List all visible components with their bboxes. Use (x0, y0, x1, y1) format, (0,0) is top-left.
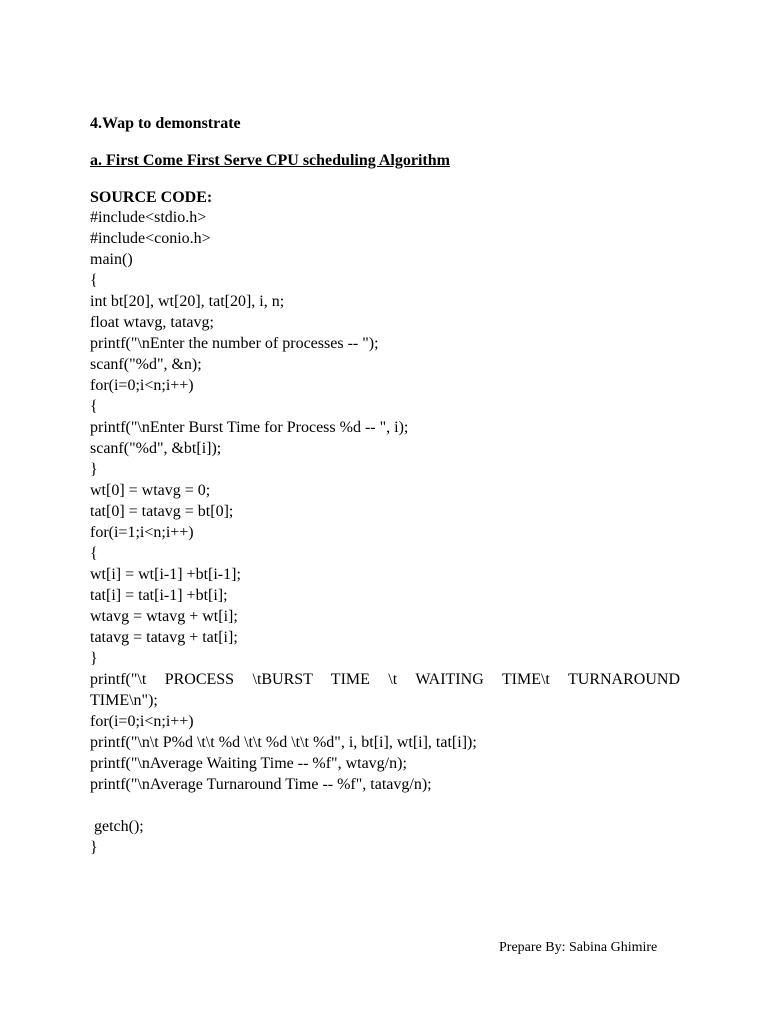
author-footer: Prepare By: Sabina Ghimire (499, 940, 658, 955)
code-line: scanf("%d", &bt[i]); (90, 440, 222, 457)
code-line: { (90, 545, 98, 562)
code-line: { (90, 398, 98, 415)
code-line: tat[i] = tat[i-1] +bt[i]; (90, 587, 228, 604)
code-line: for(i=0;i<n;i++) (90, 713, 194, 730)
code-line: for(i=0;i<n;i++) (90, 377, 194, 394)
code-line: scanf("%d", &n); (90, 356, 202, 373)
code-line: printf("\nAverage Waiting Time -- %f", wtavg/n); (90, 755, 407, 772)
document-subtitle: a. First Come First Serve CPU scheduling Algorithm (90, 152, 450, 169)
document-title: 4.Wap to demonstrate (90, 115, 241, 132)
code-line: main() (90, 251, 133, 268)
code-line: #include<stdio.h> (90, 209, 207, 226)
code-line: printf("\nEnter the number of processes -- "); (90, 335, 379, 352)
code-line: tat[0] = tatavg = bt[0]; (90, 503, 234, 520)
code-line: } (90, 650, 98, 667)
code-line: TIME\n"); (90, 692, 158, 709)
code-line: wt[i] = wt[i-1] +bt[i-1]; (90, 566, 241, 583)
code-line: wtavg = wtavg + wt[i]; (90, 608, 238, 625)
code-line: printf("\nAverage Turnaround Time -- %f", tatavg/n); (90, 776, 432, 793)
code-line: #include<conio.h> (90, 230, 211, 247)
code-line: getch(); (90, 818, 144, 835)
source-code-label: SOURCE CODE: (90, 189, 213, 206)
code-line: } (90, 839, 98, 856)
code-line (90, 795, 680, 816)
code-line: float wtavg, tatavg; (90, 314, 214, 331)
code-line: wt[0] = wtavg = 0; (90, 482, 211, 499)
code-line: { (90, 272, 98, 289)
code-line: tatavg = tatavg + tat[i]; (90, 629, 238, 646)
code-line: printf("\n\t P%d \t\t %d \t\t %d \t\t %d", i, bt[i], wt[i], tat[i]); (90, 734, 477, 751)
code-line: printf("\t PROCESS \tBURST TIME \t WAITING TIME\t TURNAROUND (90, 671, 680, 688)
source-code-block (90, 207, 680, 858)
code-line: for(i=1;i<n;i++) (90, 524, 194, 541)
code-line: printf("\nEnter Burst Time for Process %d -- ", i); (90, 419, 409, 436)
code-line: } (90, 461, 98, 478)
code-line: int bt[20], wt[20], tat[20], i, n; (90, 293, 285, 310)
